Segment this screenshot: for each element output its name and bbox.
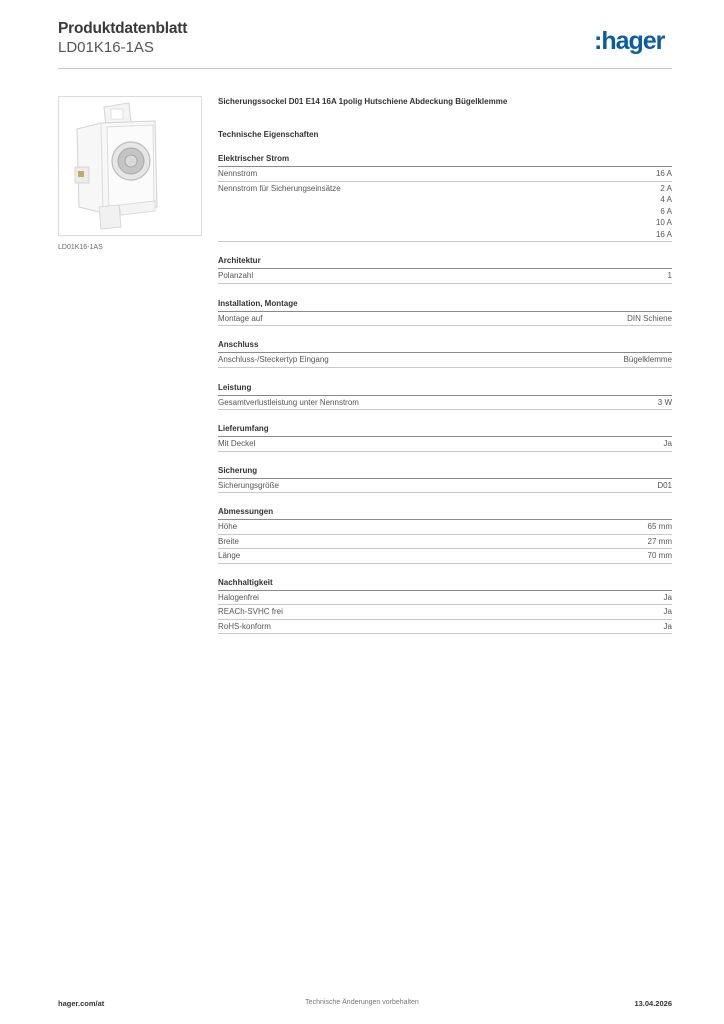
spec-values <box>648 521 672 533</box>
product-description: Sicherungssockel D01 E14 16A 1polig Hutschiene Abdeckung Bügelklemme <box>218 97 508 106</box>
spec-row <box>218 312 672 327</box>
spec-value: Ja <box>663 592 672 602</box>
spec-values <box>624 354 672 366</box>
spec-values <box>668 270 672 282</box>
spec-label: Halogenfrei <box>218 592 259 602</box>
spec-value: 27 mm <box>647 536 672 546</box>
spec-section <box>218 255 672 284</box>
spec-value: 3 W <box>657 397 672 407</box>
spec-value: 65 mm <box>647 522 672 531</box>
hager-logo <box>594 28 676 56</box>
spec-label: Polanzahl <box>218 271 254 280</box>
spec-row <box>218 437 672 452</box>
spec-values <box>664 438 672 450</box>
section-title: Anschluss <box>218 339 672 353</box>
spec-row <box>218 535 672 550</box>
spec-value: DIN Schiene <box>627 313 672 323</box>
footer-website: hager.com/at <box>58 999 105 1008</box>
spec-row <box>218 353 672 368</box>
spec-row <box>218 605 672 620</box>
spec-label: RoHS-konform <box>218 621 271 631</box>
spec-row <box>218 620 672 635</box>
spec-value: Ja <box>663 607 672 616</box>
spec-section <box>218 153 672 242</box>
product-code: LD01K16-1AS <box>58 39 154 56</box>
spec-values <box>657 480 672 492</box>
section-title: Installation, Montage <box>218 298 672 312</box>
section-title: Architektur <box>218 255 672 269</box>
spec-value: Bügelklemme <box>623 355 672 364</box>
technical-properties-heading: Technische Eigenschaften <box>218 130 319 139</box>
spec-row <box>218 479 672 494</box>
document-header <box>58 20 187 56</box>
spec-values <box>656 183 672 241</box>
spec-section <box>218 423 672 452</box>
spec-section <box>218 465 672 494</box>
spec-value: 16 A <box>655 229 672 239</box>
spec-label: Nennstrom <box>218 169 258 178</box>
spec-label: Sicherungsgröße <box>218 480 279 490</box>
spec-values <box>664 592 672 604</box>
spec-value: 1 <box>667 271 672 280</box>
spec-label: REACh-SVHC frei <box>218 607 283 616</box>
spec-section <box>218 577 672 635</box>
spec-label: Anschluss-/Steckertyp Eingang <box>218 355 329 364</box>
spec-sections <box>218 153 672 634</box>
section-title: Nachhaltigkeit <box>218 577 672 591</box>
spec-values <box>656 168 672 180</box>
spec-value: D01 <box>657 480 672 490</box>
spec-row <box>218 182 672 243</box>
page-title: Produktdatenblatt <box>58 20 188 37</box>
spec-value: 2 A <box>660 183 672 193</box>
spec-values <box>664 606 672 618</box>
product-image <box>58 96 202 236</box>
spec-value: Ja <box>663 439 672 448</box>
spec-row <box>218 396 672 411</box>
logo-text: :hager <box>594 28 665 55</box>
spec-label: Gesamtverlustleistung unter Nennstrom <box>218 397 359 407</box>
spec-label: Länge <box>218 551 241 560</box>
fuse-base-illustration <box>59 97 201 235</box>
spec-label: Montage auf <box>218 313 263 323</box>
spec-row <box>218 591 672 606</box>
spec-values <box>648 550 672 562</box>
spec-value: Ja <box>663 621 672 631</box>
footer-date: 13.04.2026 <box>634 999 672 1008</box>
spec-label: Breite <box>218 536 239 546</box>
spec-values <box>648 536 672 548</box>
spec-value: 10 A <box>655 218 672 227</box>
section-title: Abmessungen <box>218 506 672 520</box>
spec-content <box>218 96 672 634</box>
section-title: Leistung <box>218 382 672 396</box>
section-title: Lieferumfang <box>218 423 672 437</box>
spec-section <box>218 506 672 564</box>
spec-value: 70 mm <box>647 551 672 560</box>
section-title: Sicherung <box>218 465 672 479</box>
spec-value: 4 A <box>660 195 672 204</box>
image-caption: LD01K16-1AS <box>58 244 103 251</box>
spec-section <box>218 382 672 411</box>
spec-label: Höhe <box>218 522 238 531</box>
section-title: Elektrischer Strom <box>218 153 672 167</box>
spec-values <box>658 397 672 409</box>
spec-value: 6 A <box>660 206 672 216</box>
spec-label: Nennstrom für Sicherungseinsätze <box>218 183 341 193</box>
spec-row <box>218 269 672 284</box>
spec-value: 16 A <box>655 169 672 178</box>
spec-row <box>218 167 672 182</box>
spec-section <box>218 298 672 327</box>
spec-row <box>218 549 672 564</box>
header-divider <box>58 68 672 69</box>
footer-notice: Technische Änderungen vorbehalten <box>305 999 419 1006</box>
spec-row <box>218 520 672 535</box>
spec-section <box>218 339 672 368</box>
spec-label: Mit Deckel <box>218 439 256 448</box>
spec-values <box>627 313 672 325</box>
spec-values <box>664 621 672 633</box>
